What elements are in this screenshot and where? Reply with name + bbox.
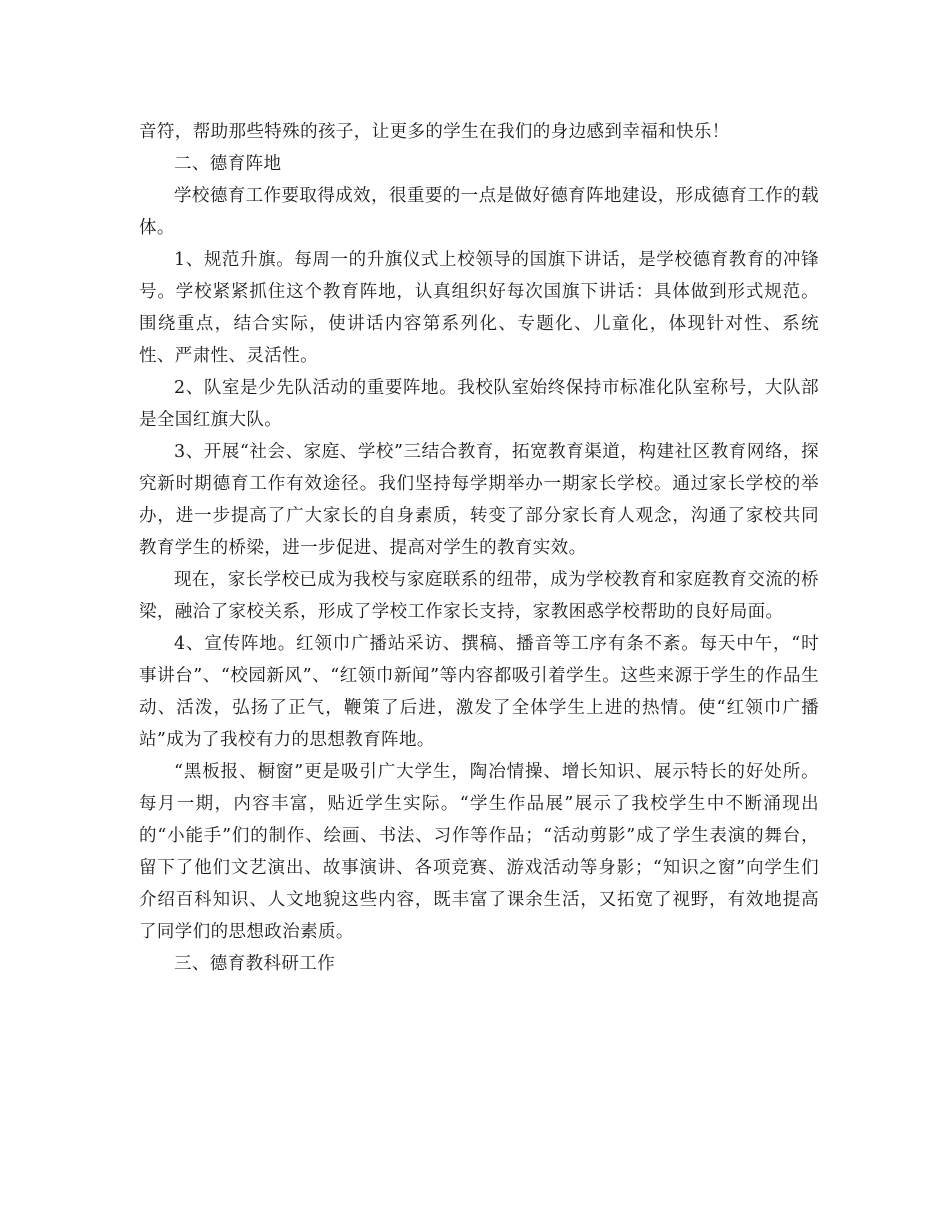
paragraph-team-room: 2、队室是少先队活动的重要阵地。我校队室始终保持市标准化队室称号，大队部是全国红旗大队。 [139, 378, 819, 430]
section-heading-moral-research: 三、德育教科研工作 [174, 954, 336, 974]
paragraph-three-combined-education: 3、开展“社会、家庭、学校”三结合教育，拓宽教育渠道，构建社区教育网络，探究新时期德育工作有效途径。我们坚持每学期举办一期家长学校。通过家长学校的举办，进一步提高了广大家长的自身素质，转变了部分家长育人观念，沟通了家校共同教育学生的桥梁，进一步促进、提高对学生的教育实效。 [139, 442, 819, 558]
paragraph-publicity-position: 4、宣传阵地。红领巾广播站采访、撰稿、播音等工序有条不紊。每天中午，“时事讲台”、“校园新风”、“红领巾新闻”等内容都吸引着学生。这些来源于学生的作品生动、活泼，弘扬了正气，鞭策了后进，激发了全体学生上进的热情。使“红领巾广播站”成为了我校有力的思想教育阵地。 [139, 634, 819, 750]
paragraph-1: 音符，帮助那些特殊的孩子，让更多的学生在我们的身边感到幸福和快乐！ [139, 122, 730, 142]
paragraph-flag-raising: 1、规范升旗。每周一的升旗仪式上校领导的国旗下讲话，是学校德育教育的冲锋号。学校紧紧抓住这个教育阵地，认真组织好每次国旗下讲话：具体做到形式规范。围绕重点，结合实际，使讲话内容第系列化、专题化、儿童化，体现针对性、系统性、严肃性、灵活性。 [139, 250, 819, 366]
paragraph-3: 学校德育工作要取得成效，很重要的一点是做好德育阵地建设，形成德育工作的载体。 [139, 186, 819, 238]
document-body [139, 116, 819, 980]
section-heading-moral-education-positions: 二、德育阵地 [174, 154, 282, 174]
paragraph-parent-school: 现在，家长学校已成为我校与家庭联系的纽带，成为学校教育和家庭教育交流的桥梁，融洽了家校关系，形成了学校工作家长支持，家教困惑学校帮助的良好局面。 [139, 570, 819, 622]
paragraph-blackboard-showcase: “黑板报、橱窗”更是吸引广大学生，陶冶情操、增长知识、展示特长的好处所。每月一期，内容丰富，贴近学生实际。“学生作品展”展示了我校学生中不断涌现出的“小能手”们的制作、绘画、书法、习作等作品；“活动剪影”成了学生表演的舞台，留下了他们文艺演出、故事演讲、各项竞赛、游戏活动等身影；“知识之窗”向学生们介绍百科知识、人文地貌这些内容，既丰富了课余生活，又拓宽了视野，有效地提高了同学们的思想政治素质。 [139, 762, 819, 942]
